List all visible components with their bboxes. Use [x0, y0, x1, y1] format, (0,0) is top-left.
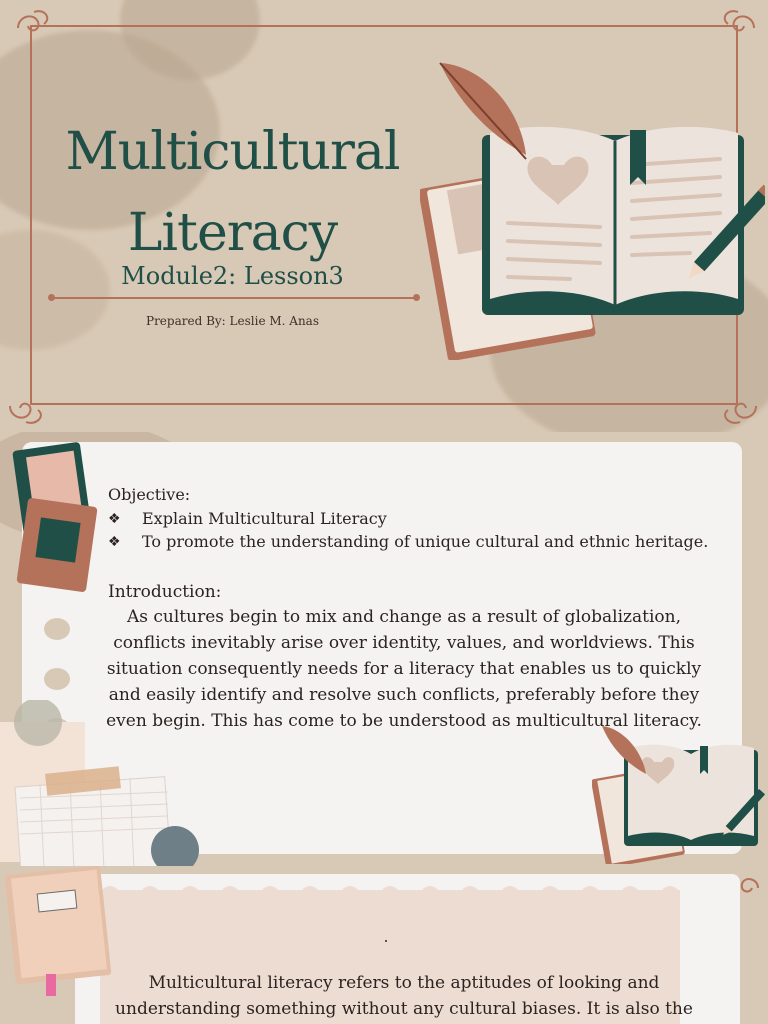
objective-list	[108, 509, 708, 555]
objective-heading: Objective:	[108, 485, 191, 504]
decorative-dot	[385, 940, 387, 942]
presentation-title: Multicultural Literacy	[65, 122, 400, 263]
small-open-book-icon	[592, 724, 768, 864]
prepared-by: Prepared By: Leslie M. Anas	[146, 314, 319, 328]
definition-paragraph: Multicultural literacy refers to the aptitudes of looking and understanding something without any cultural biases. It is also the	[115, 973, 693, 1019]
definition-slide	[0, 866, 768, 1024]
corner-flourish-icon	[716, 382, 760, 426]
divider-rule	[50, 297, 418, 299]
corner-flourish-icon	[714, 8, 758, 48]
diamond-bullet-icon: ❖	[108, 533, 121, 550]
objective-text: Explain Multicultural Literacy	[142, 509, 387, 528]
corner-flourish-icon	[732, 874, 762, 904]
objective-text: To promote the understanding of unique cultural and ethnic heritage.	[142, 532, 709, 551]
binder-hole	[44, 618, 70, 640]
diamond-bullet-icon: ❖	[108, 510, 121, 527]
objective-item	[108, 532, 708, 551]
corner-flourish-icon	[6, 382, 50, 426]
torn-edge-decoration	[100, 880, 680, 904]
objective-item	[108, 509, 708, 528]
stacked-books-icon	[12, 440, 104, 595]
objectives-slide	[0, 432, 768, 866]
introduction-paragraph: As cultures begin to mix and change as a result of globalization, conflicts inevitably arise over identity, values, and worldviews. This situation consequently needs for a literacy that enables us to quickly and easily identify and resolve such conflicts, preferably before they even begin. This has come to be understood as multicultural literacy.	[106, 607, 702, 731]
module-subtitle: Module2: Lesson3	[121, 262, 344, 290]
binder-hole	[44, 668, 70, 690]
title-slide	[0, 0, 768, 432]
introduction-heading: Introduction:	[108, 582, 222, 602]
corner-flourish-icon	[14, 8, 54, 48]
open-book-icon	[420, 55, 765, 360]
